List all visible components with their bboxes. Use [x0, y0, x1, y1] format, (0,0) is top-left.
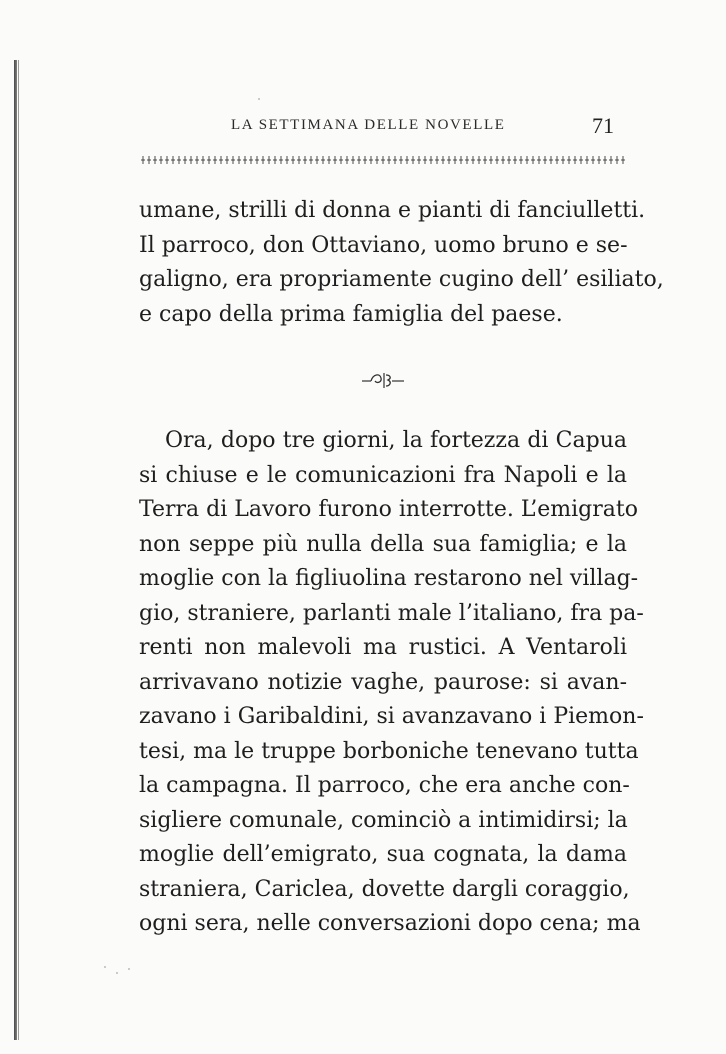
text-line: moglie dell’emigrato, sua cognata, la dama	[139, 842, 627, 867]
text-line: straniera, Cariclea, dovette dargli coraggio,	[139, 876, 630, 902]
decorative-header-rule	[141, 154, 629, 166]
scan-speck	[258, 98, 260, 100]
text-line: umane, strilli di donna e pianti di fanciulletti.	[139, 198, 646, 223]
text-line: zavano i Garibaldini, si avanzavano i Piemon-	[139, 704, 644, 729]
text-line: non seppe più nulla della sua famiglia; e la	[139, 531, 627, 557]
text-line: renti non malevoli ma rustici. A Ventaroli	[139, 635, 627, 660]
text-line: Il parroco, don Ottaviano, uomo bruno e se-	[139, 232, 628, 258]
scan-speck	[116, 972, 118, 974]
text-line: ogni sera, nelle conversazioni dopo cena; ma	[139, 911, 641, 936]
text-line: Terra di Lavoro furono interrotte. L’emigrato	[139, 497, 638, 522]
scan-speck	[104, 966, 106, 968]
text-line: arrivavano notizie vaghe, paurose: si avan-	[139, 669, 627, 695]
text-line: tesi, ma le truppe borboniche tenevano tutta	[139, 738, 639, 764]
text-line: galigno, era propriamente cugino dell’ esiliato,	[139, 267, 664, 292]
scan-speck	[128, 968, 130, 970]
decorative-rule-pattern	[141, 154, 629, 166]
text-line: si chiuse e le comunicazioni fra Napoli e la	[139, 462, 627, 488]
text-line: e capo della prima famiglia del paese.	[139, 301, 563, 327]
text-line: moglie con la figliuolina restarono nel villag-	[139, 566, 639, 591]
paragraph-2	[139, 424, 644, 942]
page-header	[231, 113, 631, 143]
paragraph-1	[139, 194, 664, 332]
scan-binding-edge-shadow	[18, 60, 19, 1040]
text-line: Ora, dopo tre giorni, la fortezza di Capua	[165, 428, 627, 453]
text-line: la campagna. Il parroco, che era anche con-	[139, 773, 630, 798]
text-line: gio, straniere, parlanti male l’italiano, fra pa-	[139, 600, 644, 626]
page-number: 71	[592, 113, 614, 138]
text-line: sigliere comunale, cominciò a intimidirsi; la	[139, 807, 628, 833]
section-break-ornament	[360, 368, 406, 392]
scan-binding-edge	[14, 60, 17, 1040]
running-title: LA SETTIMANA DELLE NOVELLE	[231, 117, 506, 133]
fleuron-icon	[360, 368, 406, 392]
